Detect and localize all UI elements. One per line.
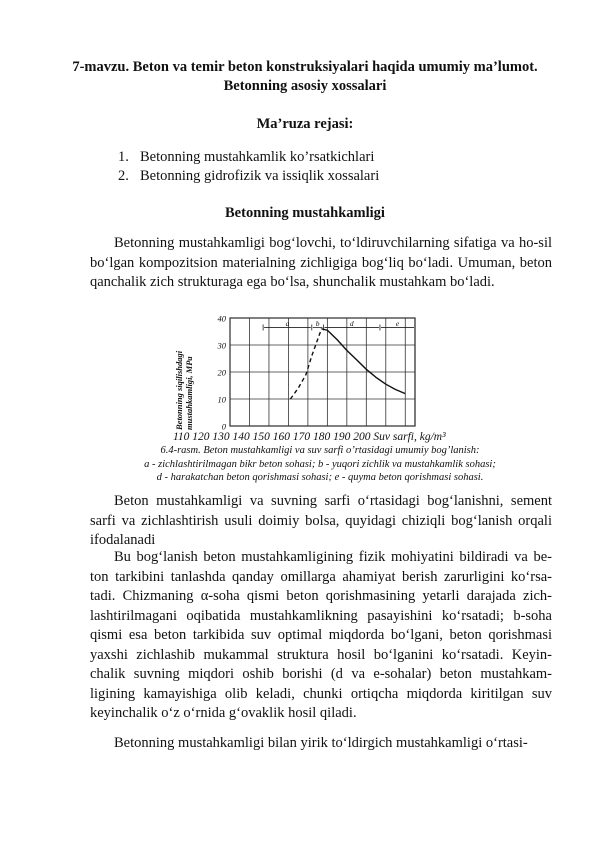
chart-grid xyxy=(230,318,415,426)
paragraph: Beton mustahkamligi va suvning sarfi o‘rtasidagi bog‘lanishni, sement sarfi va zichlashtirish usuli doimiy bolsa, quyidagi chiziqli bog‘lanish orqali ifodalanadi xyxy=(90,493,552,548)
dashed-series-line xyxy=(290,329,321,399)
y-tick-label: 20 xyxy=(217,367,226,378)
paragraph: Betonning mustahkamligi bilan yirik to‘ldirgich mustahkamligi o‘rtasi- xyxy=(114,735,528,751)
list-item: 2. Betonning gidrofizik va issiqlik xossalari xyxy=(118,168,380,184)
zone-label: d xyxy=(349,318,354,328)
y-tick-label: 30 xyxy=(217,340,226,351)
y-tick-label: 40 xyxy=(217,313,226,324)
page-title: 7-mavzu. Beton va temir beton konstruksiyalari haqida umumiy ma’lumot. Betonning asosiy xossalari xyxy=(72,59,538,94)
y-tick-labels xyxy=(217,314,227,432)
plan-heading: Ma’ruza rejasi: xyxy=(256,116,354,132)
strength-water-chart xyxy=(170,312,420,434)
paragraph: Bu bog‘lanish beton mustahkamligining fizik mohiyatini bildiradi va be-ton tarkibini tanlashda qanday omillarga ahamiyat berish zarurligini ko‘rsa-tadi. Chizmaning α-soha qismi beton qorishmasining yetarli darajada zich-lashtirilmagani oqibatida mustahkamlikning pasayishini ko‘rsatadi; b-soha qismi esa beton tarkibida suv optimal miqdorda bo‘lgani, beton qorishmasi yaxshi zichlashib mukammal struktura hosil bo‘lganini ko‘rsatadi. Keyin-chalik suvning miqdori oshib borishi (d va e-sohalar) beton mustahkam-ligining kamayishiga olib keladi, chunki ortiqcha miqdorda kiritilgan suv keyinchalik o‘z o‘rnida g‘ovaklik hosil qiladi. xyxy=(90,549,552,721)
plan-list xyxy=(118,148,379,186)
y-axis-label: Betonning siqilishdagi mustahkamligi, MPa xyxy=(174,350,194,430)
paragraph: Betonning mustahkamligi bog‘lovchi, to‘ldiruvchilarning sifatiga va ho-sil bo‘lgan kompozitsion materialning zichligiga bog‘liq bo‘ladi. Umuman, beton qanchalik zich strukturaga ega bo‘lsa, shunchalik mustahkam bo‘ladi. xyxy=(90,235,552,290)
zone-label: b xyxy=(315,318,320,328)
y-tick-label: 0 xyxy=(221,421,226,432)
y-tick-label: 10 xyxy=(217,394,226,405)
section-title: Betonning mustahkamligi xyxy=(225,205,385,221)
figure-caption: 6.4-rasm. Beton mustahkamligi va suv sarfi o’rtasidagi umumiy bog’lanish: a - zichlashtirilmagan bikr beton sohasi; b - yuqori zichlik va mustahkamlik sohasi; d - harakatchan beton qorishmasi sohasi; e - quyma beton qorishmasi sohasi. xyxy=(144,445,496,483)
list-item: 1. Betonning mustahkamlik ko’rsatkichlari xyxy=(118,149,375,165)
x-axis-ticks: 110 120 130 140 150 160 170 180 190 200 Suv sarfi, kg/m³ xyxy=(173,431,446,443)
zone-label: e xyxy=(395,318,400,328)
chart-zones xyxy=(263,319,414,331)
solid-series-line xyxy=(322,329,406,394)
zone-label: a xyxy=(285,318,290,328)
